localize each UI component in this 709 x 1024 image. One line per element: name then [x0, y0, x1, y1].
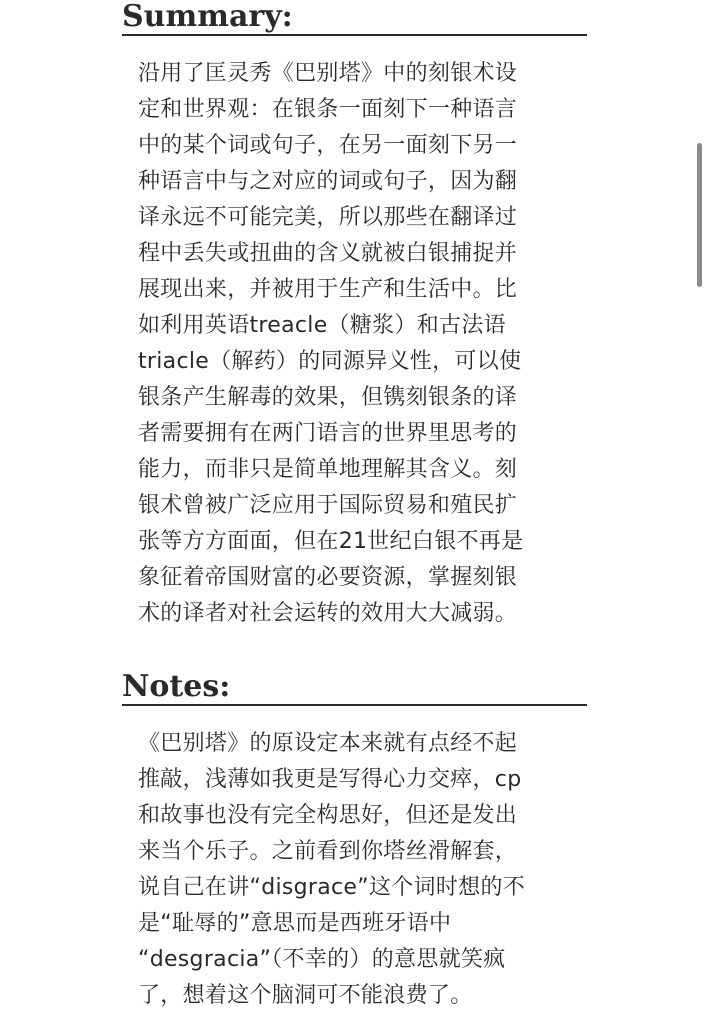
summary-line: 译永远不可能完美，所以那些在翻译过: [138, 205, 518, 230]
summary-section: [122, 0, 587, 632]
summary-line: 种语言中与之对应的词或句子，因为翻: [138, 169, 518, 194]
summary-line: 张等方方面面，但在21世纪白银不再是: [138, 529, 524, 554]
notes-heading: Notes:: [122, 670, 587, 706]
notes-line: 《巴别塔》的原设定本来就有点经不起: [138, 731, 518, 756]
summary-line: 象征着帝国财富的必要资源，掌握刻银: [138, 565, 518, 590]
summary-line: 如利用英语treacle（糖浆）和古法语: [138, 313, 506, 338]
summary-line: 展现出来，并被用于生产和生活中。比: [138, 277, 518, 302]
notes-line: 来当个乐子。之前看到你塔丝滑解套，: [138, 839, 518, 864]
document-page: [122, 0, 587, 1014]
summary-line: 银术曾被广泛应用于国际贸易和殖民扩: [138, 493, 518, 518]
summary-line: 定和世界观：在银条一面刻下一种语言: [138, 97, 518, 122]
summary-line: 者需要拥有在两门语言的世界里思考的: [138, 421, 518, 446]
summary-line: 程中丢失或扭曲的含义就被白银捕捉并: [138, 241, 518, 266]
notes-text: [122, 726, 587, 1014]
notes-line: 说自己在讲“disgrace”这个词时想的不: [138, 875, 526, 900]
scrollbar-thumb[interactable]: [697, 143, 702, 287]
summary-line: 能力，而非只是简单地理解其含义。刻: [138, 457, 518, 482]
notes-section: [122, 670, 587, 1014]
notes-line: 是“耻辱的”意思而是西班牙语中: [138, 911, 452, 936]
notes-line: “desgracia”（不幸的）的意思就笑疯: [138, 947, 506, 972]
summary-line: 沿用了匡灵秀《巴别塔》中的刻银术设: [138, 61, 518, 86]
summary-heading: Summary:: [122, 0, 587, 36]
summary-line: 中的某个词或句子，在另一面刻下另一: [138, 133, 518, 158]
summary-line: 术的译者对社会运转的效用大大减弱。: [138, 601, 518, 626]
summary-text: [122, 56, 587, 632]
summary-line: triacle（解药）的同源异义性，可以使: [138, 349, 522, 374]
notes-line: 推敲，浅薄如我更是写得心力交瘁，cp: [138, 767, 522, 792]
notes-line: 和故事也没有完全构思好，但还是发出: [138, 803, 518, 828]
summary-line: 银条产生解毒的效果，但镌刻银条的译: [138, 385, 518, 410]
notes-line: 了，想着这个脑洞可不能浪费了。: [138, 983, 473, 1008]
